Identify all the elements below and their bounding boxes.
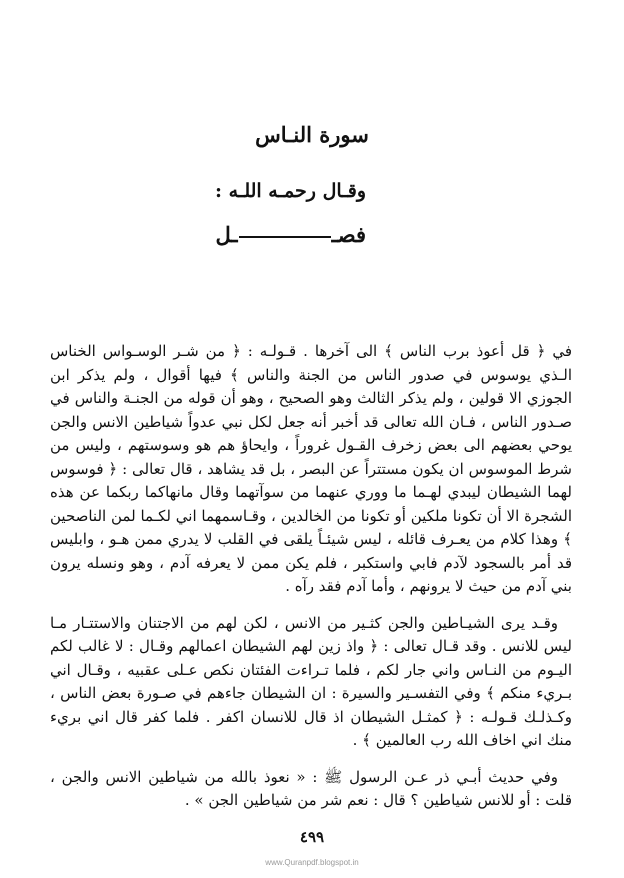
intro-line: وقـال رحمـه اللـه : [214,180,366,202]
paragraph-1: في ﴿ قل أعوذ برب الناس ﴾ الى آخرها . قـولـه : ﴿ من شـر الوسـواس الخناس الـذي يوسوس في صدور الناس من الجنة والناس ﴾ فيها أقوال ، ولم يذكر ابن الجوزي الا قولين ، ولم يذكر الثالث وهو الصحيح ، وهو أن قوله من الجنـة والناس في صـدور الناس ، فـان الله تعالى قد أخبر أنه جعل لكل نبي عدواً شياطين الانس والجن يوحي بعضهم الى بعض زخرف القـول غروراً ، وايحاؤ هم هو وسوستهم ، وليس من شرط الموسوس ان يكون مستتراً عن البصر ، بل قد يشاهد ، قال تعالى : ﴿ فوسوس لهما الشيطان ليبدي لهـما ما ووري عنهما من سوآتهما وقال مانهاكما ربكما عن هذه الشجرة الا أن تكونا ملكين أو تكونا من الخالدين ، وقـاسمهما اني لكـما لمن الناصحين ﴾ وهذا كلام من يعـرف قائله ، ليس شيئـاً يلقى في القلب لا يدري ممن هـو ، وابليس قد أمر بالسجود لآدم فابي واستكبر ، فلم يكن ممن لا يعرفه آدم ، وهو ونسله يرون بني آدم من حيث لا يرونهم ، وأما آدم فقد رآه . [50,342,572,595]
section-heading-end: ـل [215,222,238,247]
paragraph-3: وفي حديث أبـي ذر عـن الرسول ﷺ : « نعوذ بالله من شياطين الانس والجن ، قلت : أو للانس شياطين ؟ قال : نعم شر من شياطين الجن » . [50,767,572,809]
watermark: www.Quranpdf.blogspot.in [265,858,359,867]
surah-title: سورة النـاس [255,122,369,147]
section-heading [216,222,366,247]
paragraph-2: وقـد يرى الشيـاطين والجن كثـير من الانس ، لكن لهم من الاجتنان والاستتـار مـا ليس للانس . وقد قـال تعالى : ﴿ واذ زين لهم الشيطان اعمالهم وقـال : لا غالب لكم اليـوم من النـاس واني جار لكم ، فلما تـراءت الفئتان نكص عـلى عقبيه ، وقـال اني بـريء منكم ﴾ وفي التفسـير والسيرة : ان الشيطان جاءهم في صـورة بعض الناس ، وكـذلـك قـولـه : ﴿ كمثـل الشيطان اذ قال للانسان اكفر . فلما كفر قال اني بريء منك اني اخاف الله رب العالمين ﴾ . [50,613,572,749]
section-heading-start: فصـ [331,222,366,247]
page-number: ٤٩٩ [299,828,325,846]
section-heading-rule [239,236,331,238]
body-text [50,340,572,826]
